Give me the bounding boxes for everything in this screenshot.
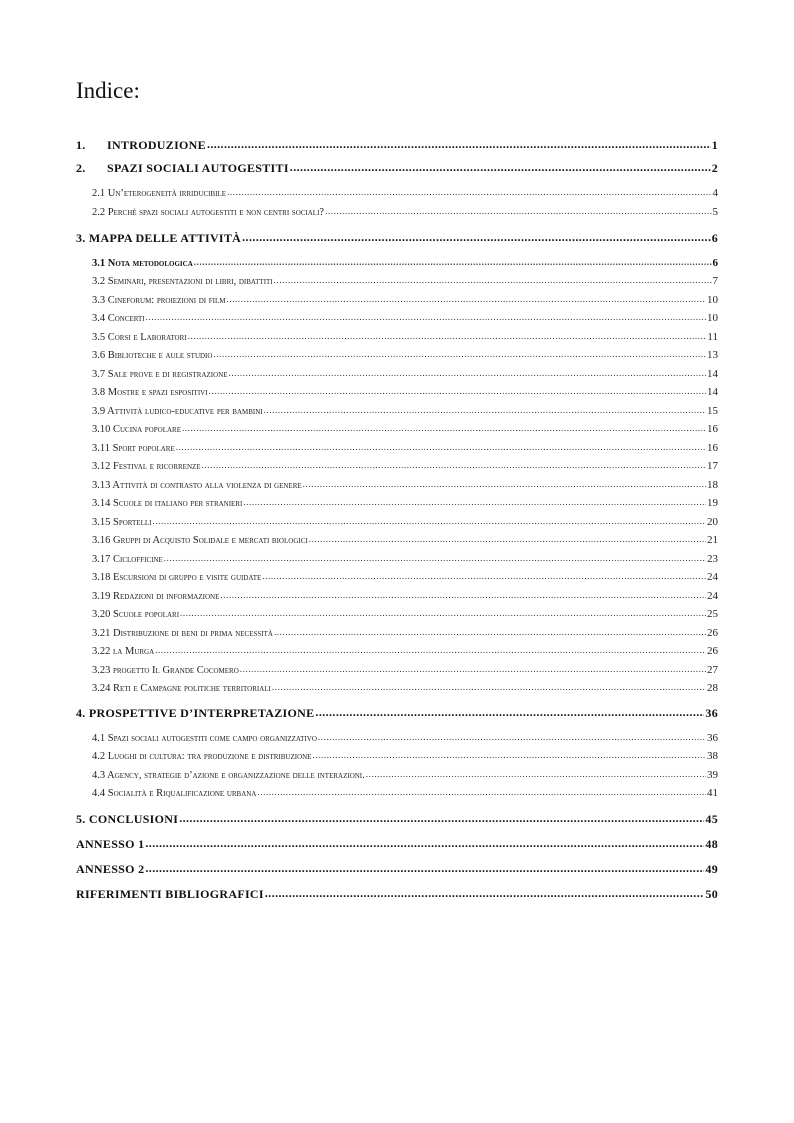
- toc-entry-page: 27: [707, 664, 718, 676]
- toc-entry-label: 3.7 Sale prove e di registrazione: [92, 369, 228, 380]
- toc-entry-page: 48: [705, 837, 718, 851]
- toc-entry-page: 21: [707, 534, 718, 546]
- toc-entry-page: 18: [707, 479, 718, 491]
- toc-entry-label: 3.18 Escursioni di gruppo e visite guidate: [92, 572, 262, 583]
- toc-entry[interactable]: [92, 682, 718, 694]
- toc-entry-page: 10: [707, 312, 718, 324]
- dot-leader: [366, 769, 706, 780]
- dot-leader: [227, 294, 707, 305]
- toc-entry-page: 10: [707, 294, 718, 306]
- dot-leader: [202, 460, 706, 471]
- toc-entry-label: 3.1 Nota metodologica: [92, 258, 193, 269]
- toc-entry-label: 4. PROSPETTIVE D’INTERPRETAZIONE: [76, 706, 315, 720]
- toc-entry-label: 3.14 Scuole di italiano per stranieri: [92, 498, 243, 509]
- toc-entry-page: 20: [707, 516, 718, 528]
- dot-leader: [240, 664, 706, 675]
- dot-leader: [207, 137, 711, 152]
- toc-entry[interactable]: [92, 608, 718, 620]
- dot-leader: [257, 787, 706, 798]
- toc-entry-page: 19: [707, 497, 718, 509]
- toc-entry-page: 17: [707, 460, 718, 472]
- toc-entry[interactable]: [92, 497, 718, 509]
- toc-entry-label: SPAZI SOCIALI AUTOGESTITI: [107, 161, 289, 175]
- toc-entry[interactable]: [92, 349, 718, 361]
- toc-entry-label: 3.9 Attività ludico-educative per bambini: [92, 406, 263, 417]
- toc-entry[interactable]: [92, 769, 718, 781]
- toc-entry[interactable]: [92, 590, 718, 602]
- toc-entry-page: 5: [712, 206, 718, 218]
- dot-leader: [325, 206, 711, 217]
- toc-entry-number: 1.: [76, 138, 86, 152]
- toc-entry-page: 38: [707, 750, 718, 762]
- toc-entry-label: 4.3 Agency, strategie d’azione e organizzazione delle interazioni.: [92, 770, 365, 781]
- toc-entry-page: 2: [711, 161, 718, 175]
- dot-leader: [318, 732, 706, 743]
- toc-entry-page: 41: [707, 787, 718, 799]
- toc-entry-label: RIFERIMENTI BIBLIOGRAFICI: [76, 887, 264, 901]
- toc-entry-page: 26: [707, 645, 718, 657]
- toc-entry[interactable]: [76, 862, 718, 877]
- toc-entry[interactable]: [76, 138, 718, 153]
- toc-entry[interactable]: [92, 423, 718, 435]
- toc-entry[interactable]: [76, 812, 718, 827]
- toc-entry[interactable]: [92, 331, 718, 343]
- toc-entry[interactable]: [76, 887, 718, 902]
- toc-entry[interactable]: [92, 553, 718, 565]
- toc-entry[interactable]: [76, 161, 718, 176]
- toc-entry-label: 2.2 Perché spazi sociali autogestiti e non centri sociali?: [92, 207, 325, 218]
- toc-entry-label: 3.21 Distribuzione di beni di prima necessità: [92, 628, 273, 639]
- toc-entry-number: 2.: [76, 161, 86, 175]
- toc-entry[interactable]: [92, 294, 718, 306]
- dot-leader: [274, 275, 712, 286]
- dot-leader: [312, 750, 706, 761]
- toc-entry-label: 3.22 la Murga: [92, 646, 155, 657]
- toc-entry-label: 3.15 Sportelli: [92, 517, 152, 528]
- dot-leader: [227, 187, 711, 198]
- toc-entry-label: 3.23 progetto Il Grande Cocomero: [92, 665, 239, 676]
- dot-leader: [315, 705, 704, 720]
- toc-entry-page: 14: [707, 368, 718, 380]
- toc-entry-page: 36: [707, 732, 718, 744]
- toc-entry-label: 3.19 Redazioni di informazione: [92, 591, 220, 602]
- toc-entry[interactable]: [92, 312, 718, 324]
- dot-leader: [220, 590, 706, 601]
- toc-entry[interactable]: [76, 706, 718, 721]
- toc-entry-page: 16: [707, 442, 718, 454]
- dot-leader: [194, 257, 712, 268]
- toc-entry-label: 3.3 Cineforum: proiezioni di film: [92, 295, 226, 306]
- toc-entry[interactable]: [92, 534, 718, 546]
- dot-leader: [274, 627, 706, 638]
- toc-entry-label: 5. CONCLUSIONI: [76, 812, 179, 826]
- toc-entry-page: 14: [707, 386, 718, 398]
- toc-entry-page: 24: [707, 590, 718, 602]
- toc-entry-label: INTRODUZIONE: [107, 138, 206, 152]
- toc-entry[interactable]: [92, 750, 718, 762]
- dot-leader: [272, 682, 706, 693]
- toc-entry-page: 45: [705, 812, 718, 826]
- toc-entry-page: 23: [707, 553, 718, 565]
- toc-entry[interactable]: [92, 645, 718, 657]
- toc-entry-label: 3.12 Festival e ricorrenze: [92, 461, 201, 472]
- dot-leader: [209, 386, 706, 397]
- toc-entry-page: 6: [712, 257, 718, 269]
- toc-entry-page: 49: [705, 862, 718, 876]
- toc-title: Indice:: [76, 78, 140, 103]
- toc-entry[interactable]: [92, 460, 718, 472]
- toc-entry-label: ANNESSO 1: [76, 837, 145, 851]
- toc-entry-label: 4.1 Spazi sociali autogestiti come campo organizzativo: [92, 733, 317, 744]
- toc-entry-label: 3.13 Attività di contrasto alla violenza di genere: [92, 480, 302, 491]
- toc-entry-label: 3.20 Scuole popolari: [92, 609, 180, 620]
- dot-leader: [262, 571, 706, 582]
- dot-leader: [145, 836, 704, 851]
- toc-entry-label: 3.5 Corsi e Laboratori: [92, 332, 187, 343]
- toc-entry-label: 3.6 Biblioteche e aule studio: [92, 350, 213, 361]
- toc-entry[interactable]: [92, 571, 718, 583]
- toc-entry[interactable]: [92, 405, 718, 417]
- toc-entry-label: 3.10 Cucina popolare: [92, 424, 181, 435]
- dot-leader: [213, 349, 706, 360]
- dot-leader: [145, 861, 704, 876]
- toc-entry-page: 13: [707, 349, 718, 361]
- dot-leader: [176, 442, 706, 453]
- toc-entry-page: 25: [707, 608, 718, 620]
- toc-entry-page: 6: [711, 231, 718, 245]
- toc-entry-page: 24: [707, 571, 718, 583]
- dot-leader: [164, 553, 706, 564]
- toc-entry[interactable]: [92, 442, 718, 454]
- dot-leader: [243, 497, 706, 508]
- toc-entry[interactable]: [92, 386, 718, 398]
- toc-entry-page: 1: [711, 138, 718, 152]
- toc-entry-page: 39: [707, 769, 718, 781]
- toc-entry-label: ANNESSO 2: [76, 862, 145, 876]
- toc-entry[interactable]: [92, 732, 718, 744]
- toc-entry-page: 28: [707, 682, 718, 694]
- dot-leader: [290, 160, 711, 175]
- dot-leader: [303, 479, 706, 490]
- toc-entry-label: 3.2 Seminari, presentazioni di libri, dibattiti: [92, 276, 273, 287]
- toc-entry[interactable]: [92, 664, 718, 676]
- toc-entry-label: 4.2 Luoghi di cultura: tra produzione e distribuzione: [92, 751, 312, 762]
- dot-leader: [180, 608, 706, 619]
- toc-entry-label: 3. MAPPA DELLE ATTIVITÀ: [76, 231, 242, 245]
- toc-entry-label: 4.4 Socialità e Riqualificazione urbana: [92, 788, 257, 799]
- toc-entry[interactable]: [92, 516, 718, 528]
- dot-leader: [155, 645, 706, 656]
- dot-leader: [146, 312, 706, 323]
- toc-entry-page: 7: [712, 275, 718, 287]
- toc-entry-page: 26: [707, 627, 718, 639]
- toc-entry[interactable]: [92, 368, 718, 380]
- toc-entry[interactable]: [92, 479, 718, 491]
- dot-leader: [309, 534, 706, 545]
- toc-entry[interactable]: [92, 187, 718, 199]
- toc-entry-page: 11: [707, 331, 718, 343]
- dot-leader: [152, 516, 706, 527]
- toc-entry-page: 50: [705, 887, 718, 901]
- dot-leader: [179, 811, 704, 826]
- toc-entry-label: 3.17 Ciclofficine: [92, 554, 163, 565]
- toc-entry-label: 3.4 Concerti: [92, 313, 145, 324]
- toc-entry-page: 15: [707, 405, 718, 417]
- dot-leader: [182, 423, 706, 434]
- dot-leader: [265, 886, 705, 901]
- toc-entry-label: 3.16 Gruppi di Acquisto Solidale e mercati biologici: [92, 535, 308, 546]
- dot-leader: [264, 405, 706, 416]
- toc-entry[interactable]: [92, 257, 718, 269]
- toc-entry[interactable]: [76, 231, 718, 246]
- toc-entry[interactable]: [92, 206, 718, 218]
- toc-entry-label: 3.8 Mostre e spazi espositivi: [92, 387, 208, 398]
- toc-entry[interactable]: [92, 275, 718, 287]
- toc-entry-label: 3.24 Reti e Campagne politiche territoriali: [92, 683, 271, 694]
- toc-entry-page: 16: [707, 423, 718, 435]
- dot-leader: [229, 368, 706, 379]
- toc-entry[interactable]: [76, 837, 718, 852]
- toc-entry[interactable]: [92, 787, 718, 799]
- toc-entry-label: 2.1 Un’eterogeneità irriducibile: [92, 188, 227, 199]
- toc-entry-page: 4: [712, 187, 718, 199]
- dot-leader: [242, 230, 711, 245]
- toc-entry-page: 36: [705, 706, 718, 720]
- toc-entry-label: 3.11 Sport popolare: [92, 443, 175, 454]
- toc-entry[interactable]: [92, 627, 718, 639]
- dot-leader: [188, 331, 707, 342]
